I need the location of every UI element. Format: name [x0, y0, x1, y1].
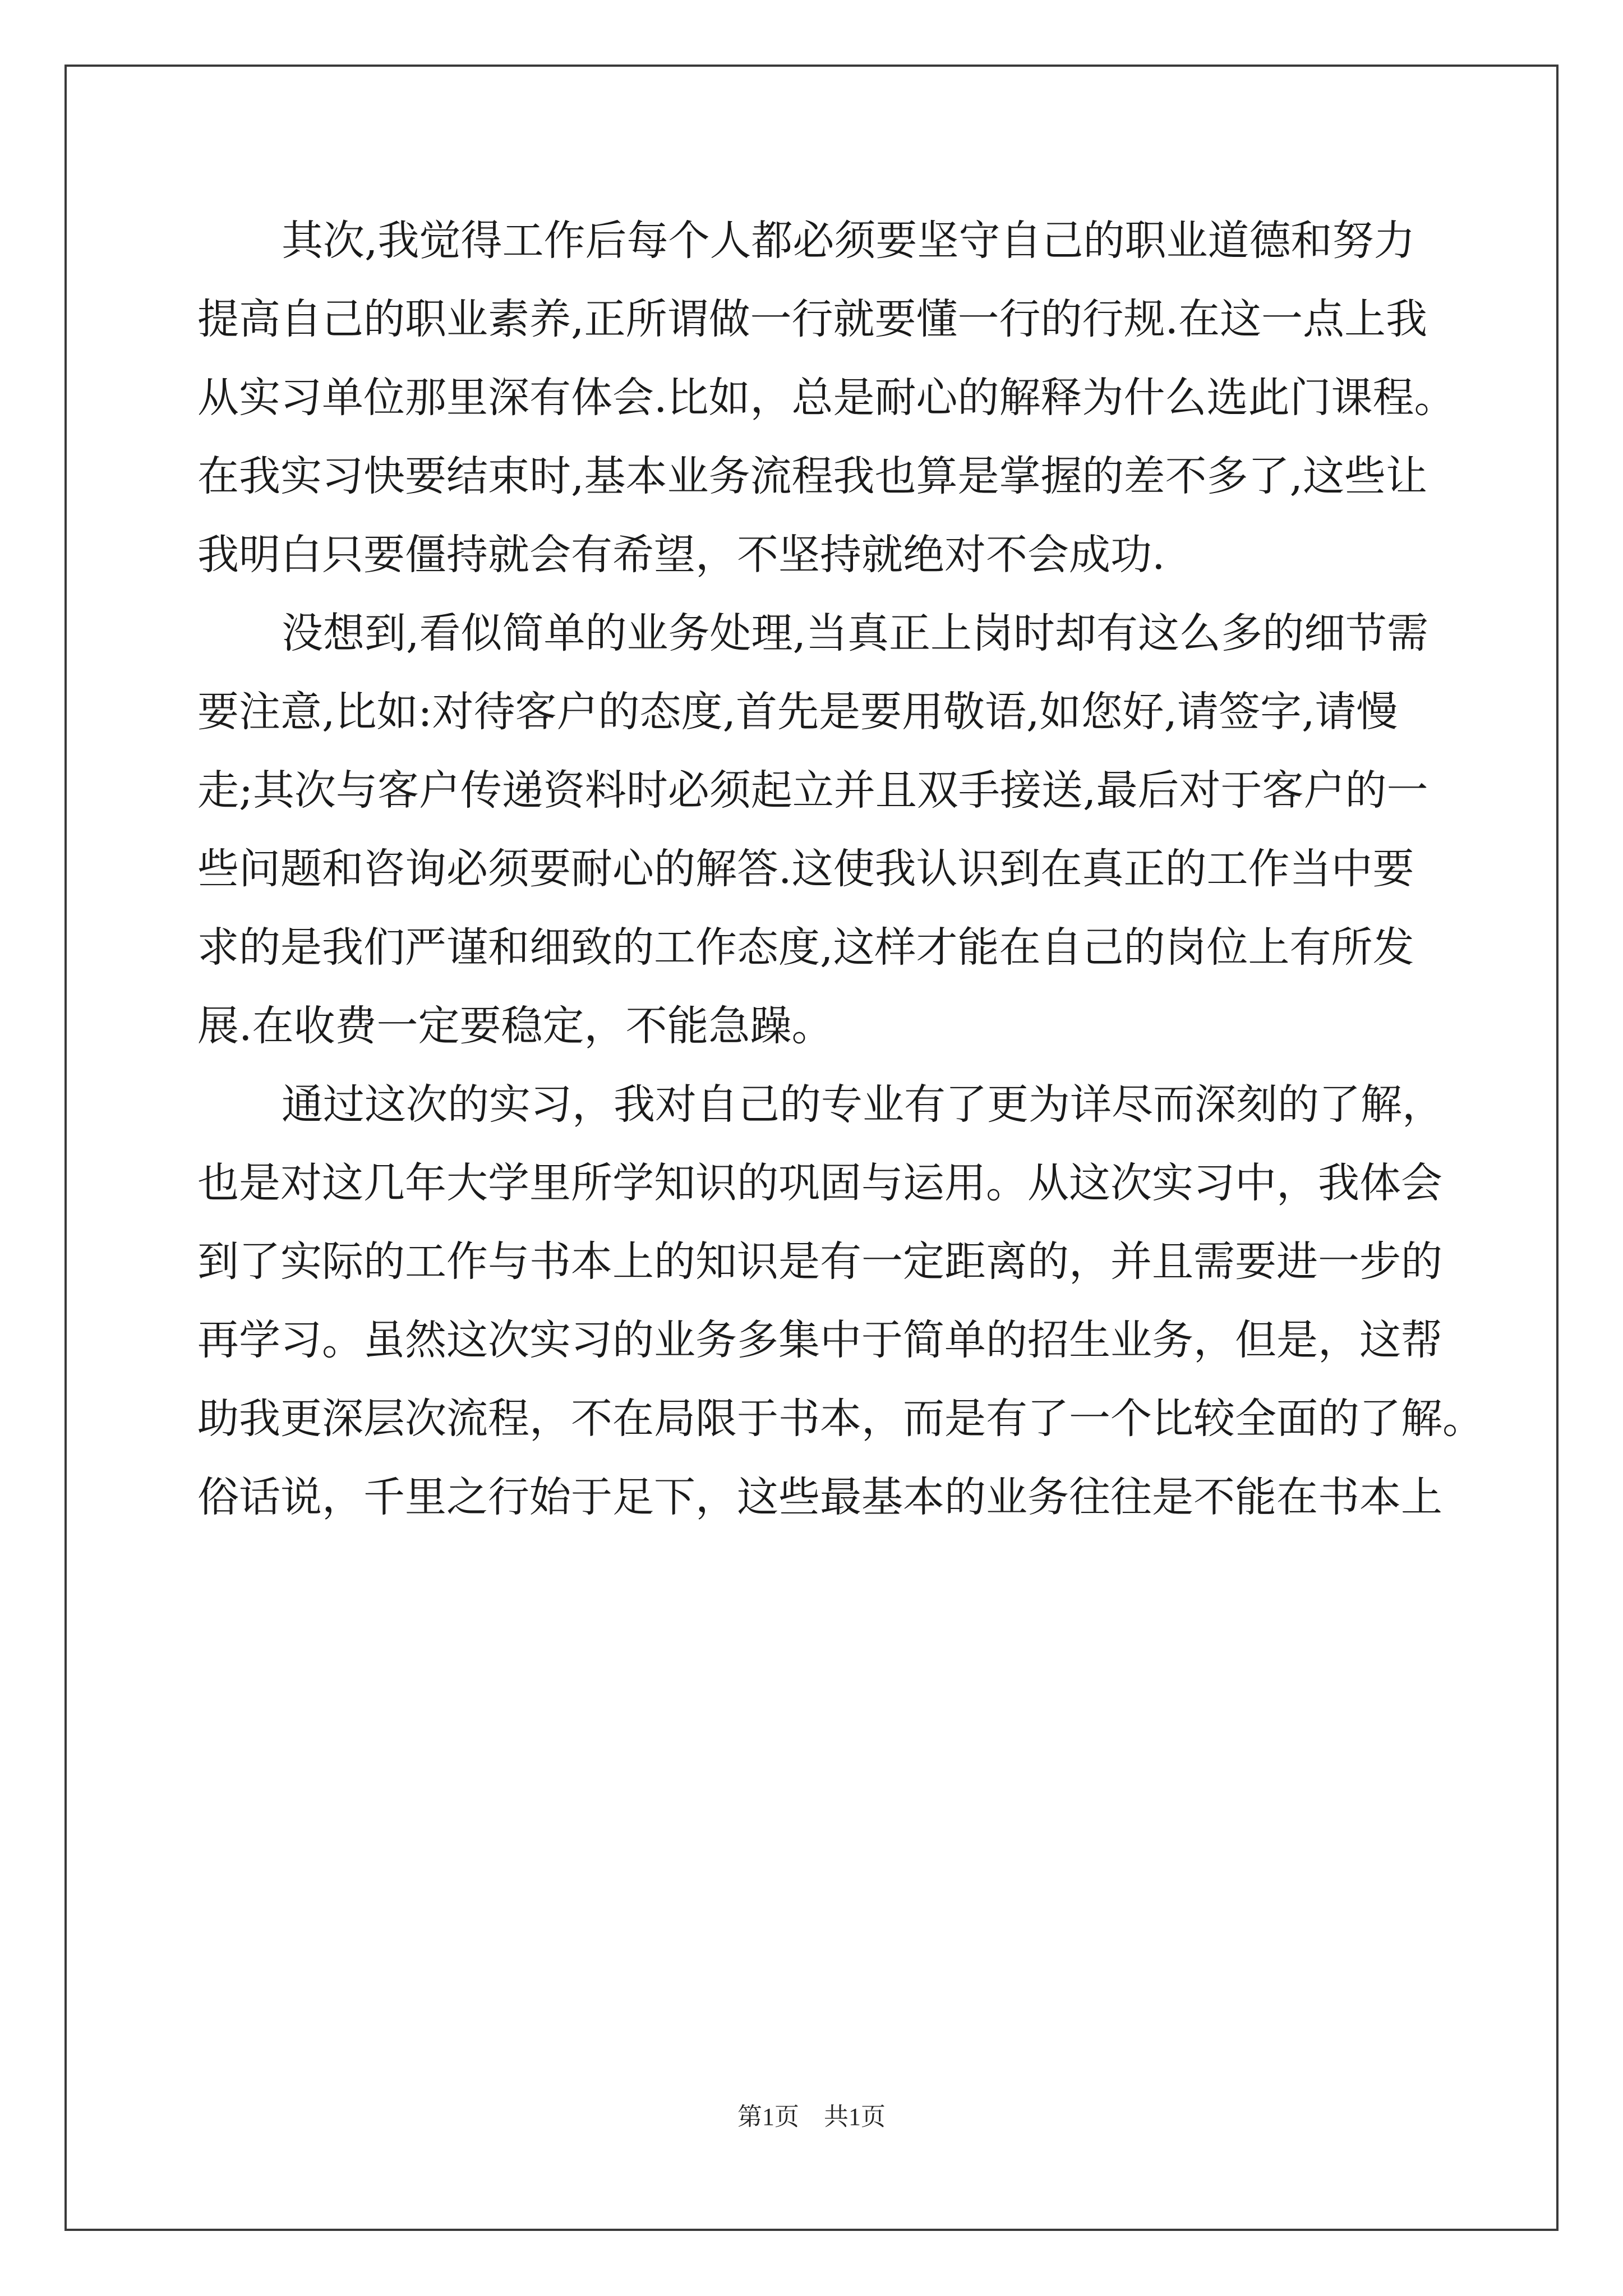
text-line: 再学习。虽然这次实习的业务多集中于简单的招生业务，但是，这帮: [197, 1316, 1442, 1364]
text-line: 到了实际的工作与书本上的知识是有一定距离的，并且需要进一步的: [197, 1237, 1442, 1286]
text-line: 我明白只要僵持就会有希望，不坚持就绝对不会成功.: [197, 531, 1165, 579]
text-line: 提高自己的职业素养,正所谓做一行就要懂一行的行规.在这一点上我: [197, 295, 1428, 343]
text-line: 没想到,看似简单的业务处理,当真正上岗时却有这么多的细节需: [282, 609, 1429, 657]
text-line: 其次,我觉得工作后每个人都必须要坚守自己的职业道德和努力: [282, 217, 1415, 265]
text-line: 助我更深层次流程，不在局限于书本，而是有了一个比较全面的了解。: [197, 1395, 1484, 1443]
text-line: 也是对这几年大学里所学知识的巩固与运用。从这次实习中，我体会: [197, 1159, 1442, 1207]
text-line: 求的是我们严谨和细致的工作态度,这样才能在自己的岗位上有所发: [197, 923, 1414, 972]
page-footer: 第1页 共1页: [737, 2103, 886, 2131]
text-line: 俗话说，千里之行始于足下，这些最基本的业务往往是不能在书本上: [197, 1473, 1442, 1521]
text-line: 要注意,比如:对待客户的态度,首先是要用敬语,如您好,请签字,请慢: [197, 688, 1398, 736]
text-line: 展.在收费一定要稳定，不能急躁。: [197, 1002, 833, 1050]
text-line: 在我实习快要结束时,基本业务流程我也算是掌握的差不多了,这些让: [197, 452, 1428, 500]
text-line: 通过这次的实习，我对自己的专业有了更为详尽而深刻的了解，: [282, 1080, 1444, 1129]
text-line: 从实习单位那里深有体会.比如，总是耐心的解释为什么选此门课程。: [197, 374, 1456, 422]
text-line: 走;其次与客户传递资料时必须起立并且双手接送,最后对于客户的一: [197, 766, 1428, 815]
text-line: 些问题和咨询必须要耐心的解答.这使我认识到在真正的工作当中要: [197, 845, 1414, 893]
